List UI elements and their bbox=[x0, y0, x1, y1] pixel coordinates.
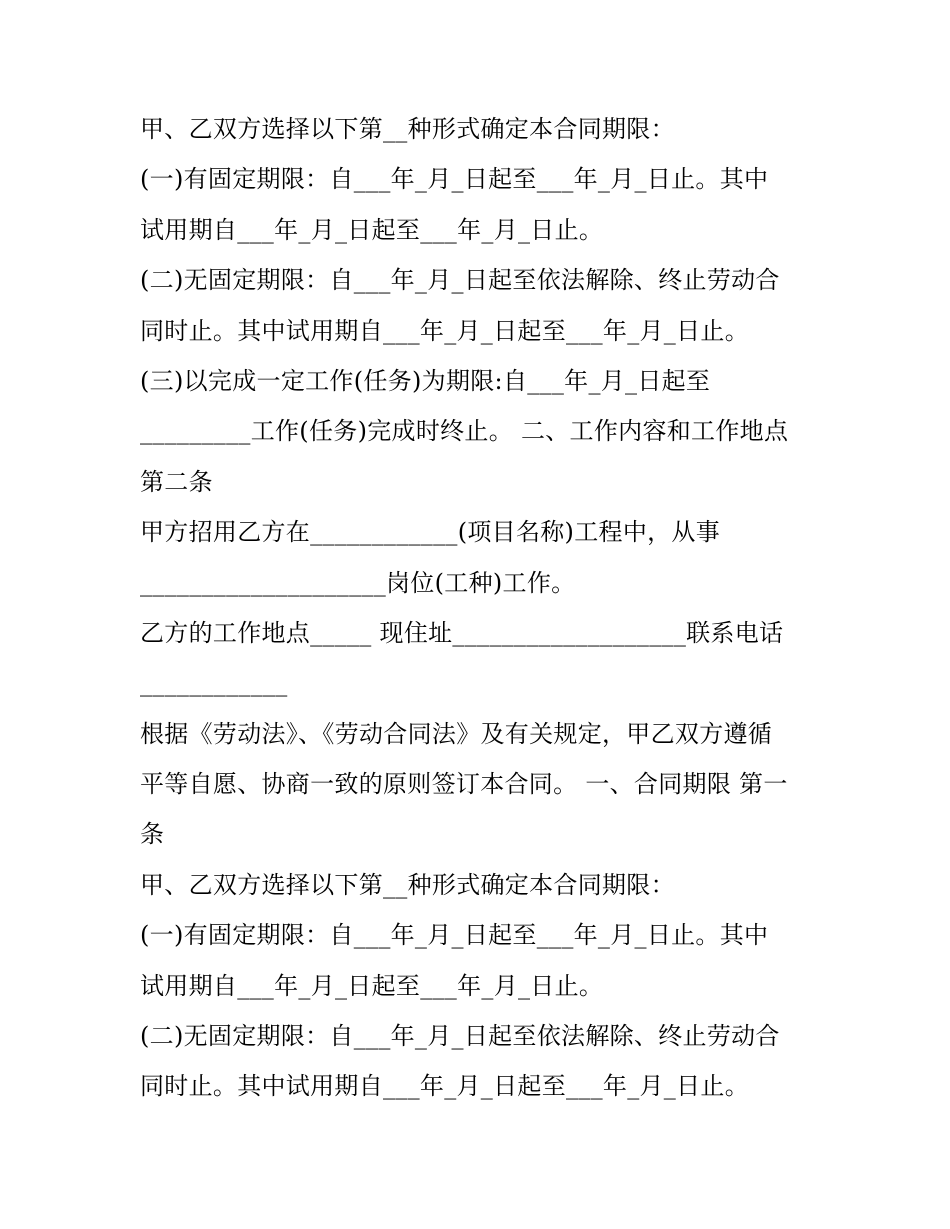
text-line: (二)无固定期限：自___年_月_日起至依法解除、终止劳动合 bbox=[140, 266, 780, 295]
document-body bbox=[140, 104, 830, 1112]
text-line: (二)无固定期限：自___年_月_日起至依法解除、终止劳动合 bbox=[140, 1022, 780, 1051]
text-line: (一)有固定期限：自___年_月_日起至___年_月_日止。其中 bbox=[140, 165, 769, 194]
text-line: 根据《劳动法》、《劳动合同法》及有关规定，甲乙双方遵循 bbox=[140, 719, 773, 748]
text-line: 第二条 bbox=[140, 467, 213, 496]
text-line: (一)有固定期限：自___年_月_日起至___年_月_日止。其中 bbox=[140, 921, 769, 950]
text-line: 乙方的工作地点_____ 现住址___________________联系电话 bbox=[140, 618, 784, 647]
text-line: 试用期自___年_月_日起至___年_月_日止。 bbox=[140, 971, 604, 1000]
text-line: 条 bbox=[140, 820, 165, 849]
text-line: 试用期自___年_月_日起至___年_月_日止。 bbox=[140, 215, 604, 244]
text-line: _________工作(任务)完成时终止。 二、工作内容和工作地点 bbox=[140, 417, 789, 446]
text-line: 同时止。其中试用期自___年_月_日起至___年_月_日止。 bbox=[140, 1072, 749, 1101]
text-line: 甲方招用乙方在____________(项目名称)工程中，从事 bbox=[140, 518, 721, 547]
text-line: ____________ bbox=[140, 669, 288, 698]
text-line: (三)以完成一定工作(任务)为期限:自___年_月_日起至 bbox=[140, 366, 711, 395]
text-line: 平等自愿、协商一致的原则签订本合同。 一、合同期限 第一 bbox=[140, 770, 788, 799]
text-line: ____________________岗位(工种)工作。 bbox=[140, 568, 576, 597]
text-line: 甲、乙双方选择以下第__种形式确定本合同期限： bbox=[140, 870, 675, 899]
text-line: 同时止。其中试用期自___年_月_日起至___年_月_日止。 bbox=[140, 316, 749, 345]
text-line: 甲、乙双方选择以下第__种形式确定本合同期限： bbox=[140, 115, 675, 143]
